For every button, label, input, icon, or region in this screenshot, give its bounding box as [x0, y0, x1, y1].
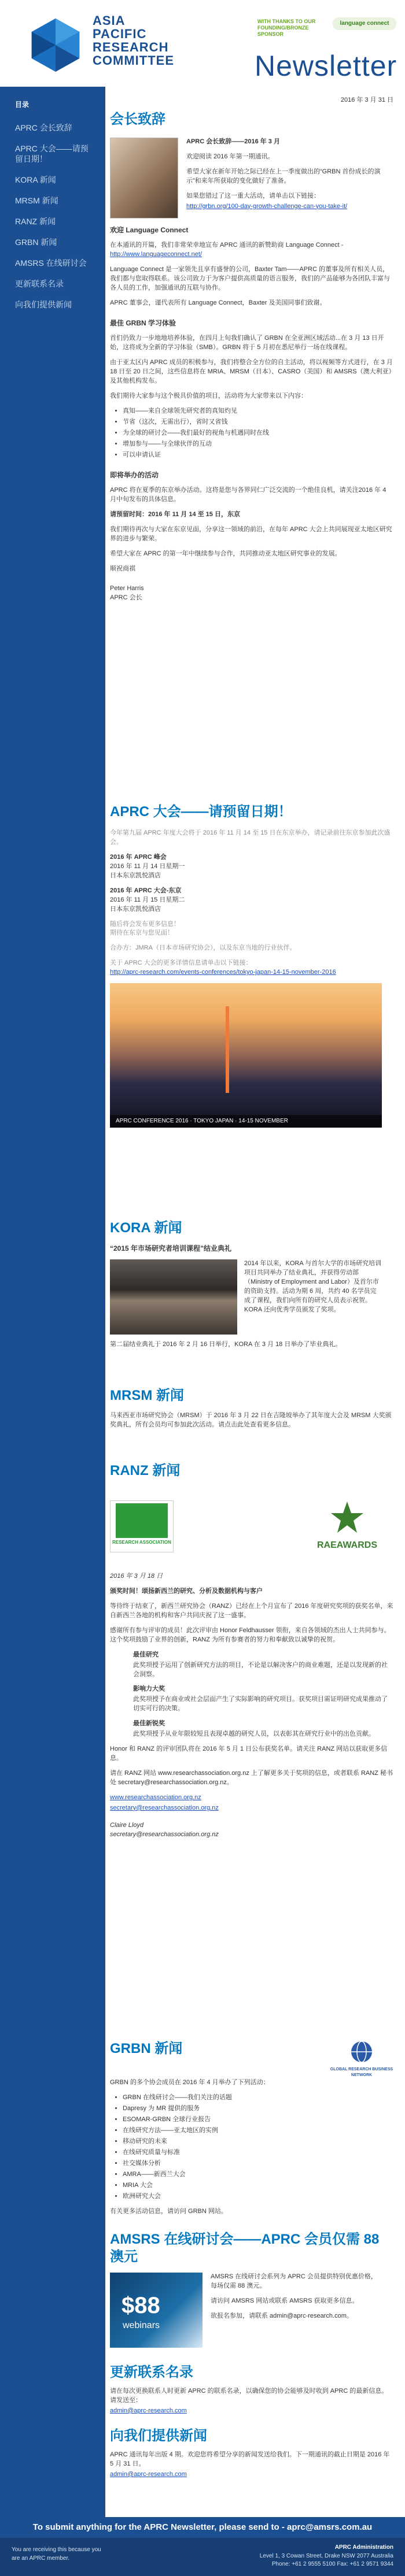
list-item: • 在线研究方法——亚太地区的实例	[123, 2126, 393, 2136]
ranz-text: 感谢所有参与评审的成员！此次评审由 Honor Feldhausser 领衔，来自各领域的杰出人士共同参与。这个奖项鼓励了业界的创新，RANZ 为所有参赛者的努力和奉献致以诚挚的祝贺。	[110, 1626, 391, 1643]
list-item: • GRBN 在线研讨会——我们关注的话题	[123, 2093, 393, 2103]
upcoming-events-text: 我们期待再次与大家在东京见面，分享这一领域的前沿，在每年 APRC 大会上共同展现亚太地区研究界的进步与繁荣。	[110, 525, 392, 542]
list-item: • 可以申请认证	[123, 451, 393, 460]
conference-venue: 日本东京凯悦酒店	[110, 872, 161, 879]
conference-section	[110, 803, 393, 1220]
award-description: 此奖项授予在商业或社会层面产生了实际影响的研究项目。获奖项目需证明研究成果推动了切实可行的决策。	[133, 1696, 388, 1713]
ranz-signature-role: secretary@researchassociation.org.nz	[110, 1830, 219, 1838]
president-intro-text: 希望大家在新年开始之际已经在上一季度做出的“GRBN 首份成长的演示”和来年所获取的变化做好了准备。	[186, 168, 381, 184]
conference-link[interactable]: http://aprc-research.com/events-conferences/tokyo-japan-14-15-november-2016	[110, 969, 336, 976]
conference-date-title: 2016 年 APRC 峰会	[110, 853, 167, 861]
upcoming-events-text: APRC 将在夏季的东京举办活动。这将是您与各界同仁广泛交流的一个绝佳良机，请关注2016 年 4 月中旬发布的具体信息。	[110, 487, 386, 503]
logo-text: GLOBAL RESEARCH BUSINESS NETWORK	[330, 2067, 393, 2078]
contacts-section	[110, 2364, 393, 2427]
grbn-learning-heading: 最佳 GRBN 学习体验	[110, 319, 176, 328]
amsrs-section	[110, 2231, 393, 2364]
list-item: • 为全球的研讨会——我们最好的视角与机遇同时在线	[123, 429, 393, 438]
award-name: 最佳研究	[133, 1651, 159, 1658]
conference-date-title: 2016 年 APRC 大会-东京	[110, 887, 182, 894]
list-item: • 真知——来自全球领先研究者的真知灼见	[123, 407, 393, 416]
amsrs-title: AMSRS 在线研讨会——APRC 会员仅需 88 澳元	[110, 2232, 380, 2264]
signature-name: Peter Harris	[110, 584, 144, 592]
contacts-text: 请在每次更换联系人时更新 APRC 的联系名录，以确保您的协会能够及时收到 APRC 的最新信息。请发送至：	[110, 2388, 388, 2404]
newsletter-title: Newsletter	[255, 50, 397, 82]
research-association-logo	[110, 1500, 174, 1552]
org-name: ASIA PACIFIC RESEARCH COMMITTEE	[93, 13, 174, 68]
kora-group-photo	[110, 1259, 237, 1335]
aprc-logo-icon	[28, 17, 83, 73]
conference-date: 2016 年 11 月 15 日星期二	[110, 896, 185, 903]
ranz-text: 等待终于结束了，新西兰研究协会（RANZ）已经在上个月宣布了 2016 年度研究奖项的获奖名单，来自新西兰各地的机构和客户共同庆祝了这一盛事。	[110, 1602, 393, 1619]
upcoming-events-text: 希望大家在 APRC 的第一年中继续参与合作，共同推动亚太地区研究事业的发展。	[110, 550, 341, 557]
award-name: 影响力大奖	[133, 1685, 165, 1693]
mrsm-title: MRSM 新闻	[110, 1388, 184, 1403]
sidebar-item-grbn[interactable]: GRBN 新闻	[15, 238, 57, 247]
list-item: • 移动研究的未来	[123, 2137, 393, 2147]
issue-date: 2016 年 3 月 31 日	[340, 97, 393, 103]
kora-text: 2014 年以来，KORA 与首尔大学的市场研究培训项目共同举办了结业典礼，并获得劳动部（Ministry of Employment and Labor）及首尔市的资助支持。活动为期 6 周，共约 40 名学员完成了课程，我们向所有的研究人员表示祝贺。KORA 还向优秀学员颁发了奖项。	[244, 1260, 382, 1314]
ranz-website-link[interactable]: www.researchassociation.org.nz	[110, 1793, 201, 1801]
footer-note: are an APRC member.	[12, 2555, 70, 2562]
conference-note: 随后将会发布更多信息！	[110, 920, 180, 928]
sidebar-item-ranz[interactable]: RANZ 新闻	[15, 217, 56, 226]
news-email-link[interactable]: admin@aprc-research.com	[110, 2470, 187, 2478]
language-connect-link[interactable]: http://www.languageconnect.net/	[110, 251, 202, 258]
upcoming-events-heading: 即将举办的活动	[110, 470, 159, 479]
conference-intro: 今年第九届 APRC 年度大会将于 2016 年 11 月 14 至 15 日在东京举办，请记录前往东京参加此次盛会。	[110, 829, 391, 846]
ranz-text: Honor 和 RANZ 的评审团队将在 2016 年 5 月 1 日公布获奖名单。请关注 RANZ 网站以获取更多信息。	[110, 1745, 388, 1762]
conference-note: 期待在东京与您见面！	[110, 929, 174, 937]
header	[0, 0, 405, 81]
logo-text: RESEARCH ASSOCIATION	[112, 1540, 171, 1545]
ranz-title: RANZ 新闻	[110, 1463, 181, 1478]
grbn-learning-text: 首们仍致力一步地地培养体验，在四月上旬我们确认了 GRBN 在全亚洲区域活动...在 3 月 13 日开始，这将成为全新的学习体验（SMB）。GRBN 将于 5 月初在悉尼举行一场在线课程。	[110, 335, 384, 351]
ranz-heading: 颁奖时间！颂扬新西兰的研究、分析及数据机构与客户	[110, 1587, 263, 1595]
grbn-text: 有关更多活动信息，请访问 GRBN 网站。	[110, 2207, 227, 2215]
sidebar	[0, 87, 105, 2543]
footer-address: Level 1, 3 Cowan Street, Drake NSW 2077 Australia	[259, 2552, 393, 2559]
president-title: 会长致辞	[110, 112, 165, 127]
amsrs-text: AMSRS 在线研讨会系列为 APRC 会员提供特别优惠价格，每场仅需 88 澳元。	[211, 2273, 377, 2289]
grbn-list	[110, 2093, 393, 2201]
language-connect-logo[interactable]: language connect	[333, 17, 396, 30]
language-connect-heading: 欢迎 Language Connect	[110, 226, 189, 234]
grbn-logo	[330, 2040, 393, 2078]
sidebar-item-news[interactable]: 向我们提供新闻	[15, 300, 72, 309]
ranz-section	[110, 1462, 393, 2040]
language-connect-text: 在本通讯的开篇，我们非常荣幸地宣布 APRC 通讯的新赞助商 Language Connect -	[110, 242, 344, 249]
ranz-text: 请在 RANZ 网站 www.researchassociation.org.nz 上了解更多关于奖项的信息，或者联系 RANZ 秘书处 secretary@researchassociation.org.nz。	[110, 1770, 393, 1786]
mrsm-section	[110, 1387, 393, 1462]
sidebar-item-president[interactable]: APRC 会长致辞	[15, 123, 72, 132]
award-description: 此奖项授予从业年限较短且表现卓越的研究人员，以表彰其在研究行业中的出色贡献。	[133, 1730, 375, 1738]
mrsm-text: 马来西亚市场研究协会（MRSM）于 2016 年 3 月 22 日在吉隆坡举办了其年度大会及 MRSM 大奖颁奖典礼，所有会员均可参加此次活动。请点击此处查看更多信息。	[110, 1412, 392, 1428]
footer-note: You are receiving this because you	[12, 2547, 101, 2553]
ranz-signature: Claire Lloyd	[110, 1821, 144, 1829]
list-item: • 社交媒体分析	[123, 2159, 393, 2169]
conference-note: 关于 APRC 大会的更多详情信息请单击以下链接：	[110, 959, 252, 967]
main-content	[110, 87, 393, 2485]
conference-title: APRC 大会——请预留日期！	[110, 804, 292, 820]
ranz-date: 2016 年 3 月 18 日	[110, 1573, 163, 1580]
contacts-title: 更新联系名录	[110, 2364, 193, 2380]
language-connect-text: APRC 董事会，谨代表所有 Language Connect，Baxter 及美国同事们致谢。	[110, 299, 326, 307]
closing-text: 顺祝商祺	[110, 565, 135, 572]
logo-text: RAEAWARDS	[316, 1540, 377, 1551]
sidebar-item-conference[interactable]: APRC 大会——请预留日期！	[15, 144, 89, 164]
kora-text: 第二届结业典礼于 2016 年 2 月 16 日举行，KORA 在 3 月 18 日举办了毕业典礼。	[110, 1341, 342, 1348]
ra-awards-logo	[301, 1500, 393, 1552]
news-text: APRC 通讯每年出版 4 期。欢迎您将希望分享的新闻发送给我们。下一期通讯的截止日期是 2016 年 5 月 31 日。	[110, 2451, 390, 2467]
grbn-learning-text: 由于亚太区内 APRC 成员的积极参与，我们将整合全方位的自主活动，将以视频等方式进行，在 3 月 18 日至 20 日之间，这些信息将在 MRIA、MRSM（日本）、CASRO（美国）和 AMSRS（澳大利亚）及其他机构发布。	[110, 359, 393, 385]
footer-submit-bar[interactable]: To submit anything for the APRC Newsletter, please send to - aprc@amsrs.com.au	[0, 2517, 405, 2538]
list-item: • 在线研究质量与标准	[123, 2148, 393, 2158]
list-item: • ESOMAR-GRBN 全球行业报告	[123, 2115, 393, 2125]
kora-subtitle: “2015 年市场研究者培训课程”结业典礼	[110, 1244, 232, 1252]
grbn-challenge-link[interactable]: http://grbn.org/100-day-growth-challenge-can-you-take-it/	[186, 202, 348, 210]
kora-section	[110, 1220, 393, 1387]
award-name: 最佳新锐奖	[133, 1720, 165, 1728]
ranz-email-link[interactable]: secretary@researchassociation.org.nz	[110, 1804, 219, 1811]
save-the-date-text: 请预留时间：2016 年 11 月 14 至 15 日，东京	[110, 510, 240, 518]
footer	[0, 2538, 405, 2576]
contacts-email-link[interactable]: admin@aprc-research.com	[110, 2407, 187, 2414]
sidebar-item-amsrs[interactable]: AMSRS 在线研讨会	[15, 258, 87, 268]
conference-note: 合办方：JMRA（日本市场研究协会），以及东京当地的行业伙伴。	[110, 944, 296, 952]
president-section	[110, 87, 393, 803]
webinar-image	[110, 2273, 203, 2348]
list-item: • Dapresy 为 MR 提供的服务	[123, 2104, 393, 2114]
grbn-learning-text: 我们期待大家参与这个极具价值的项目，活动将为大家带来以下内容：	[110, 392, 307, 400]
list-item: • 增加参与——与全球伙伴的互动	[123, 440, 393, 449]
president-intro-text: 欢迎阅读 2016 年第一期通讯。	[186, 153, 274, 160]
webinar-price: $88	[122, 2293, 160, 2318]
footer-phone: Phone: +61 2 9555 5100 Fax: +61 2 9571 9344	[271, 2561, 393, 2567]
sponsor-thanks: WITH THANKS TO OUR FOUNDING/BRONZE SPONSOR	[257, 18, 316, 37]
signature-role: APRC 会长	[110, 594, 142, 601]
language-connect-text: Language Connect 是一家领先且享有盛誉的公司，Baxter Tam——APRC 的董事及所有相关人员，我们都与您取得联系。该公司致力于为客户提供高质量的语言服务，我们的产品能够为各团队丰富与各人员的工作，加强通讯的互联与协作。	[110, 266, 390, 292]
list-item: • 欧洲研究大会	[123, 2192, 393, 2201]
amsrs-text: 欲报名参加，请联系 admin@aprc-research.com。	[211, 2312, 353, 2319]
webinar-label: webinars	[123, 2321, 160, 2330]
sidebar-item-mrsm[interactable]: MRSM 新闻	[15, 196, 58, 205]
news-section	[110, 2427, 393, 2485]
conference-venue: 日本东京凯悦酒店	[110, 905, 161, 913]
tokyo-banner-image[interactable]	[110, 983, 382, 1128]
amsrs-text: 请访问 AMSRS 网站或联系 AMSRS 获取更多信息。	[211, 2297, 359, 2304]
logo-mark	[116, 1503, 168, 1538]
president-intro-text: 如果您错过了这一重大活动，请单击以下链接：	[186, 192, 320, 199]
kora-title: KORA 新闻	[110, 1220, 182, 1236]
benefits-list	[110, 407, 393, 460]
sidebar-item-kora[interactable]: KORA 新闻	[15, 175, 56, 184]
grbn-section	[110, 2040, 393, 2231]
conference-date: 2016 年 11 月 14 日星期一	[110, 862, 185, 870]
list-item: • 节省（这次，无需出行），省时又省钱	[123, 418, 393, 427]
grbn-text: GRBN 的多个协会成员在 2016 年 4 月举办了下列活动：	[110, 2079, 270, 2086]
list-item: • MRIA 大会	[123, 2181, 393, 2190]
president-intro-heading: APRC 会长致辞——2016 年 3 月	[186, 138, 280, 145]
tower-shape	[226, 1006, 229, 1093]
president-photo	[110, 138, 178, 218]
award-description: 此奖项授予运用了创新研究方法的项目，不论是以解决客户的商业难题，还是以发现新的社会洞察。	[133, 1661, 388, 1678]
news-title: 向我们提供新闻	[110, 2428, 207, 2444]
grbn-title: GRBN 新闻	[110, 2041, 183, 2056]
awards-star-icon	[330, 1500, 365, 1535]
sidebar-heading: 目录	[15, 101, 30, 109]
banner-caption: APRC CONFERENCE 2016 · TOKYO JAPAN · 14-15 NOVEMBER	[110, 1115, 382, 1128]
list-item: • AMRA——新西兰大会	[123, 2170, 393, 2180]
footer-admin: APRC Administration	[334, 2544, 393, 2551]
globe-icon	[350, 2040, 373, 2063]
sidebar-item-contacts[interactable]: 更新联系名录	[15, 279, 64, 288]
